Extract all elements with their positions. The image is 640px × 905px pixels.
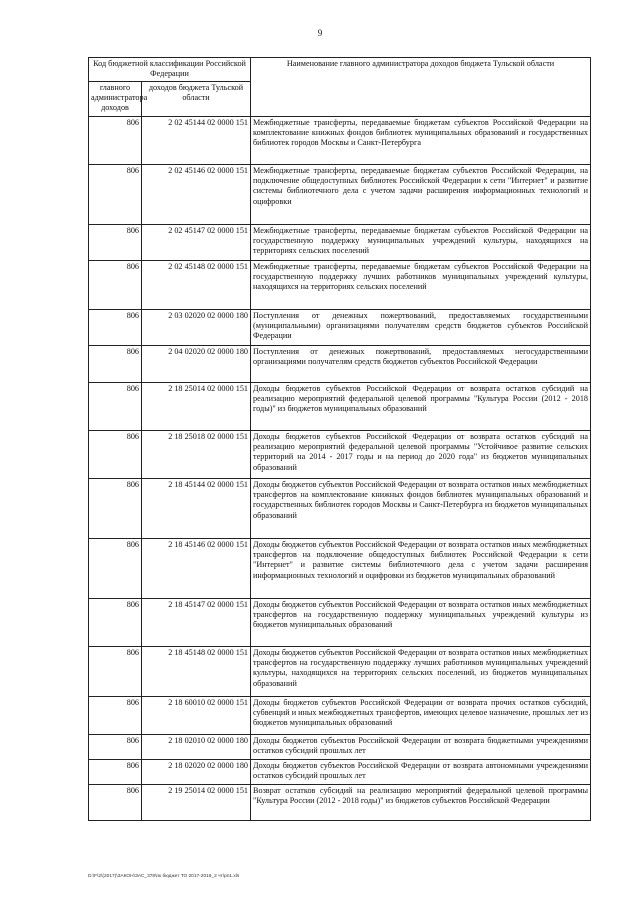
cell-admin-code: 806 <box>89 599 142 647</box>
cell-description: Доходы бюджетов субъектов Российской Федерации от возврата остатков иных межбюджетных трансфертов на государственную поддержку муниципальных учреждений культуры из бюджетов муниципальных образований <box>251 599 591 647</box>
page-number: 9 <box>317 28 323 38</box>
cell-income-code: 2 18 25018 02 0000 151 <box>142 431 251 479</box>
cell-description: Возврат остатков субсидий на реализацию мероприятий федеральной целевой программы "Культура России (2012 - 2018 годы)" из бюджетов субъектов Российской Федерации <box>251 785 591 821</box>
cell-admin-code: 806 <box>89 760 142 785</box>
cell-admin-code: 806 <box>89 785 142 821</box>
header-income-column: доходов бюджета Тульской области <box>142 82 251 117</box>
table-row <box>89 785 591 821</box>
cell-admin-code: 806 <box>89 165 142 225</box>
cell-description: Доходы бюджетов субъектов Российской Федерации от возврата остатков иных межбюджетных трансфертов на подключение общедоступных библиотек Российской Федерации к сети "Интернет" и развитие системы библиотечного дела с учетом задачи расширения информационных технологий и оцифровки из бюджетов муниципальных образований <box>251 539 591 599</box>
table-row <box>89 117 591 165</box>
header-name-column: Наименование главного администратора доходов бюджета Тульской области <box>251 58 591 117</box>
cell-admin-code: 806 <box>89 479 142 539</box>
cell-admin-code: 806 <box>89 225 142 261</box>
cell-description: Межбюджетные трансферты, передаваемые бюджетам субъектов Российской Федерации на комплектование книжных фондов библиотек муниципальных образований и государственных библиотек городов Москвы и Санкт-Петербурга <box>251 117 591 165</box>
cell-income-code: 2 18 45146 02 0000 151 <box>142 539 251 599</box>
cell-admin-code: 806 <box>89 431 142 479</box>
cell-income-code: 2 02 45148 02 0000 151 <box>142 261 251 310</box>
cell-description: Межбюджетные трансферты, передаваемые бюджетам субъектов Российской Федерации на государственную поддержку муниципальных учреждений культуры, находящихся на территориях сельских поселений <box>251 225 591 261</box>
cell-admin-code: 806 <box>89 697 142 735</box>
cell-income-code: 2 02 45144 02 0000 151 <box>142 117 251 165</box>
cell-income-code: 2 18 60010 02 0000 151 <box>142 697 251 735</box>
cell-description: Доходы бюджетов субъектов Российской Федерации от возврата остатков субсидий на реализацию мероприятий федеральной целевой программы "Устойчивое развитие сельских территорий на 2014 - 2017 годы и на период до 2020 года" из бюджетов муниципальных образований <box>251 431 591 479</box>
table-row <box>89 697 591 735</box>
cell-income-code: 2 18 45148 02 0000 151 <box>142 647 251 697</box>
table-row <box>89 383 591 431</box>
table-row <box>89 760 591 785</box>
table-row <box>89 261 591 310</box>
table-row <box>89 225 591 261</box>
cell-description: Поступления от денежных пожертвований, предоставляемых государственными (муниципальными) организациями получателям средств бюджетов субъектов Российской Федерации <box>251 310 591 346</box>
cell-income-code: 2 03 02020 02 0000 180 <box>142 310 251 346</box>
table-row <box>89 735 591 760</box>
cell-income-code: 2 02 45147 02 0000 151 <box>142 225 251 261</box>
cell-description: Доходы бюджетов субъектов Российской Федерации от возврата остатков иных межбюджетных трансфертов на государственную поддержку лучших работников муниципальных учреждений культуры, находящихся на территориях сельских поселений, из бюджетов муниципальных образований <box>251 647 591 697</box>
cell-description: Поступления от денежных пожертвований, предоставляемых негосударственными организациями получателям средств бюджетов субъектов Российской Федерации <box>251 346 591 383</box>
cell-income-code: 2 18 02020 02 0000 180 <box>142 760 251 785</box>
cell-admin-code: 806 <box>89 346 142 383</box>
table-row <box>89 165 591 225</box>
cell-income-code: 2 18 45147 02 0000 151 <box>142 599 251 647</box>
cell-income-code: 2 18 02010 02 0000 180 <box>142 735 251 760</box>
cell-income-code: 2 04 02020 02 0000 180 <box>142 346 251 383</box>
cell-admin-code: 806 <box>89 117 142 165</box>
cell-income-code: 2 18 25014 02 0000 151 <box>142 383 251 431</box>
cell-income-code: 2 19 25014 02 0000 151 <box>142 785 251 821</box>
cell-admin-code: 806 <box>89 310 142 346</box>
header-row-top <box>89 58 591 82</box>
cell-admin-code: 806 <box>89 383 142 431</box>
table-row <box>89 310 591 346</box>
table-row <box>89 539 591 599</box>
cell-admin-code: 806 <box>89 261 142 310</box>
table-row <box>89 647 591 697</box>
table-row <box>89 431 591 479</box>
cell-description: Доходы бюджетов субъектов Российской Федерации от возврата остатков иных межбюджетных трансфертов на комплектование книжных фондов библиотек муниципальных образований и государственных библиотек городов Москвы и Санкт-Петербурга из бюджетов муниципальных образований <box>251 479 591 539</box>
cell-description: Доходы бюджетов субъектов Российской Федерации от возврата прочих остатков субсидий, субвенций и иных межбюджетных трансфертов, имеющих целевое назначение, прошлых лет из бюджетов муниципальных образований <box>251 697 591 735</box>
cell-description: Межбюджетные трансферты, передаваемые бюджетам субъектов Российской Федерации на государственную поддержку лучших работников муниципальных учреждений культуры, находящихся на территориях сельских поселений <box>251 261 591 310</box>
cell-income-code: 2 02 45146 02 0000 151 <box>142 165 251 225</box>
table-row <box>89 479 591 539</box>
cell-description: Межбюджетные трансферты, передаваемые бюджетам субъектов Российской Федерации, на подключение общедоступных библиотек Российской Федерации к сети "Интернет" и развитие системы библиотечного дела с учетом задачи расширения информационных технологий и оцифровки <box>251 165 591 225</box>
revenue-classification-table <box>88 57 591 821</box>
cell-description: Доходы бюджетов субъектов Российской Федерации от возврата бюджетными учреждениями остатков субсидий прошлых лет <box>251 735 591 760</box>
cell-description: Доходы бюджетов субъектов Российской Федерации от возврата остатков субсидий на реализацию мероприятий федеральной целевой программы "Культура России (2012 - 2018 годы)" из бюджетов муниципальных образований <box>251 383 591 431</box>
cell-admin-code: 806 <box>89 539 142 599</box>
table-row <box>89 599 591 647</box>
table-row <box>89 346 591 383</box>
cell-description: Доходы бюджетов субъектов Российской Федерации от возврата автономными учреждениями остатков субсидий прошлых лет <box>251 760 591 785</box>
file-path-footer: D:\F\2\(2017)\ЗАКОН\ЗАС_378\пк бюджет ТО 2017-2019_2 чт\рп1.xls <box>88 874 240 879</box>
header-code-group: Код бюджетной классификации Российской Федерации <box>89 58 251 82</box>
header-admin-column: главного администратора доходов <box>89 82 142 117</box>
cell-income-code: 2 18 45144 02 0000 151 <box>142 479 251 539</box>
cell-admin-code: 806 <box>89 647 142 697</box>
cell-admin-code: 806 <box>89 735 142 760</box>
